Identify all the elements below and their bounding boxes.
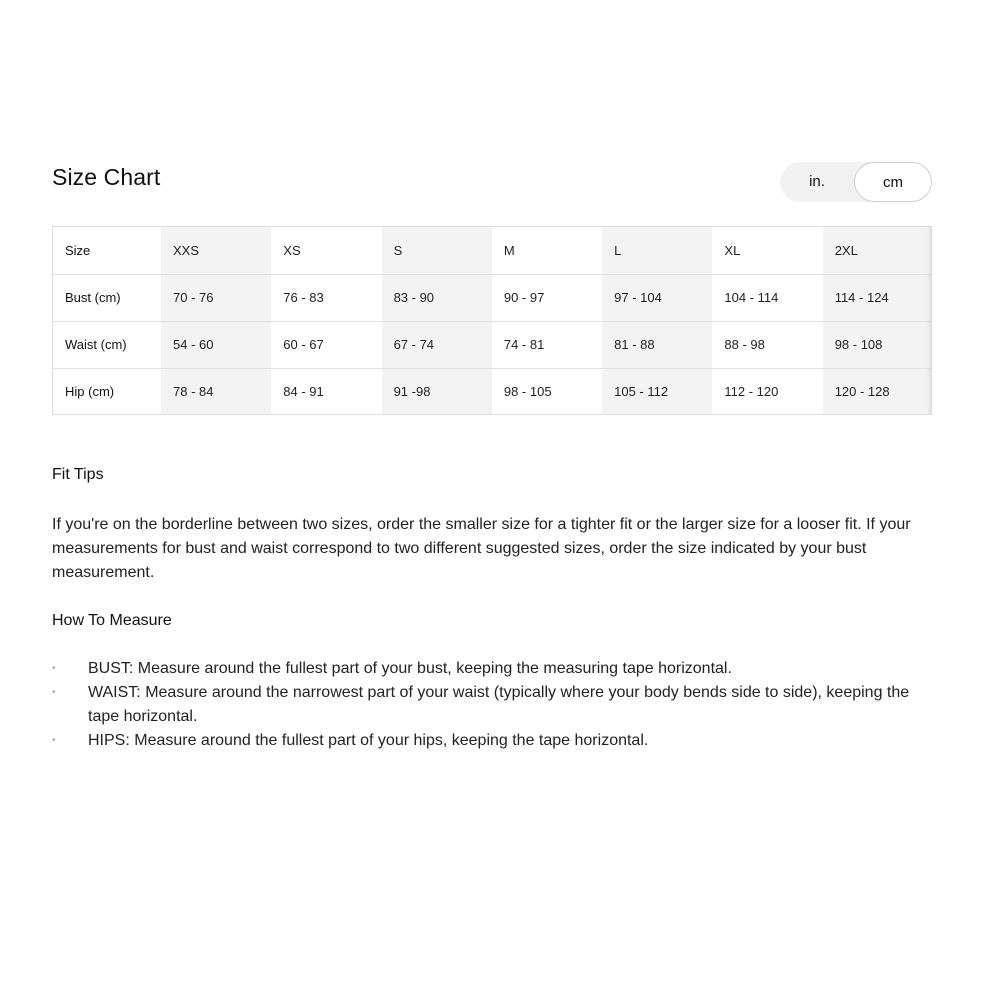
table-cell: 104 - 114 (712, 274, 822, 321)
table-cell: 76 - 83 (271, 274, 381, 321)
how-to-measure-heading: How To Measure (52, 612, 172, 629)
size-header-cell: XS (271, 227, 381, 274)
row-header-size: Size (53, 227, 161, 274)
how-to-measure-list (52, 657, 932, 753)
size-header-cell: S (382, 227, 492, 274)
size-table-container[interactable] (52, 226, 932, 415)
measure-instruction-bust: BUST: Measure around the fullest part of your bust, keeping the measuring tape horizontal. (88, 660, 732, 677)
table-cell: 90 - 97 (492, 274, 602, 321)
row-header-waist: Waist (cm) (53, 321, 161, 368)
table-cell: 97 - 104 (602, 274, 712, 321)
size-header-cell: L (602, 227, 712, 274)
bullet-icon: • (52, 687, 56, 698)
table-cell: 98 - 108 (823, 321, 932, 368)
unit-toggle[interactable] (780, 162, 932, 202)
size-header-cell: XXS (161, 227, 271, 274)
row-header-bust: Bust (cm) (53, 274, 161, 321)
table-cell: 74 - 81 (492, 321, 602, 368)
unit-option-inches[interactable]: in. (809, 173, 825, 190)
measure-instruction-waist: WAIST: Measure around the narrowest part of your waist (typically where your body bends side to side), keeping the tape horizontal. (88, 684, 910, 725)
table-row (53, 321, 932, 368)
table-cell: 105 - 112 (602, 368, 712, 415)
table-cell: 83 - 90 (382, 274, 492, 321)
table-cell: 88 - 98 (712, 321, 822, 368)
table-cell: 91 -98 (382, 368, 492, 415)
list-item (52, 657, 932, 681)
row-header-hip: Hip (cm) (53, 368, 161, 415)
bullet-icon: • (52, 735, 56, 746)
table-row (53, 274, 932, 321)
table-cell: 114 - 124 (823, 274, 932, 321)
table-cell: 112 - 120 (712, 368, 822, 415)
table-cell: 54 - 60 (161, 321, 271, 368)
table-cell: 120 - 128 (823, 368, 932, 415)
list-item (52, 681, 932, 729)
fit-tips-text: If you're on the borderline between two sizes, order the smaller size for a tighter fit or the larger size for a looser fit. If your measurements for bust and waist correspond to two different suggested sizes, order the size indicated by your bust measurement. (52, 516, 911, 581)
size-table (53, 227, 932, 415)
table-cell: 70 - 76 (161, 274, 271, 321)
table-cell: 81 - 88 (602, 321, 712, 368)
table-cell: 84 - 91 (271, 368, 381, 415)
table-cell: 67 - 74 (382, 321, 492, 368)
table-cell: 98 - 105 (492, 368, 602, 415)
fit-tips-heading: Fit Tips (52, 466, 104, 483)
unit-option-cm[interactable]: cm (854, 162, 932, 202)
table-header-row (53, 227, 932, 274)
size-header-cell: XL (712, 227, 822, 274)
bullet-icon: • (52, 663, 56, 674)
size-header-cell: 2XL (823, 227, 932, 274)
table-cell: 78 - 84 (161, 368, 271, 415)
horizontal-scroll-shadow (927, 227, 931, 414)
list-item (52, 729, 932, 753)
table-row (53, 368, 932, 415)
page-title: Size Chart (52, 164, 161, 190)
table-cell: 60 - 67 (271, 321, 381, 368)
measure-instruction-hips: HIPS: Measure around the fullest part of your hips, keeping the tape horizontal. (88, 732, 649, 749)
size-header-cell: M (492, 227, 602, 274)
